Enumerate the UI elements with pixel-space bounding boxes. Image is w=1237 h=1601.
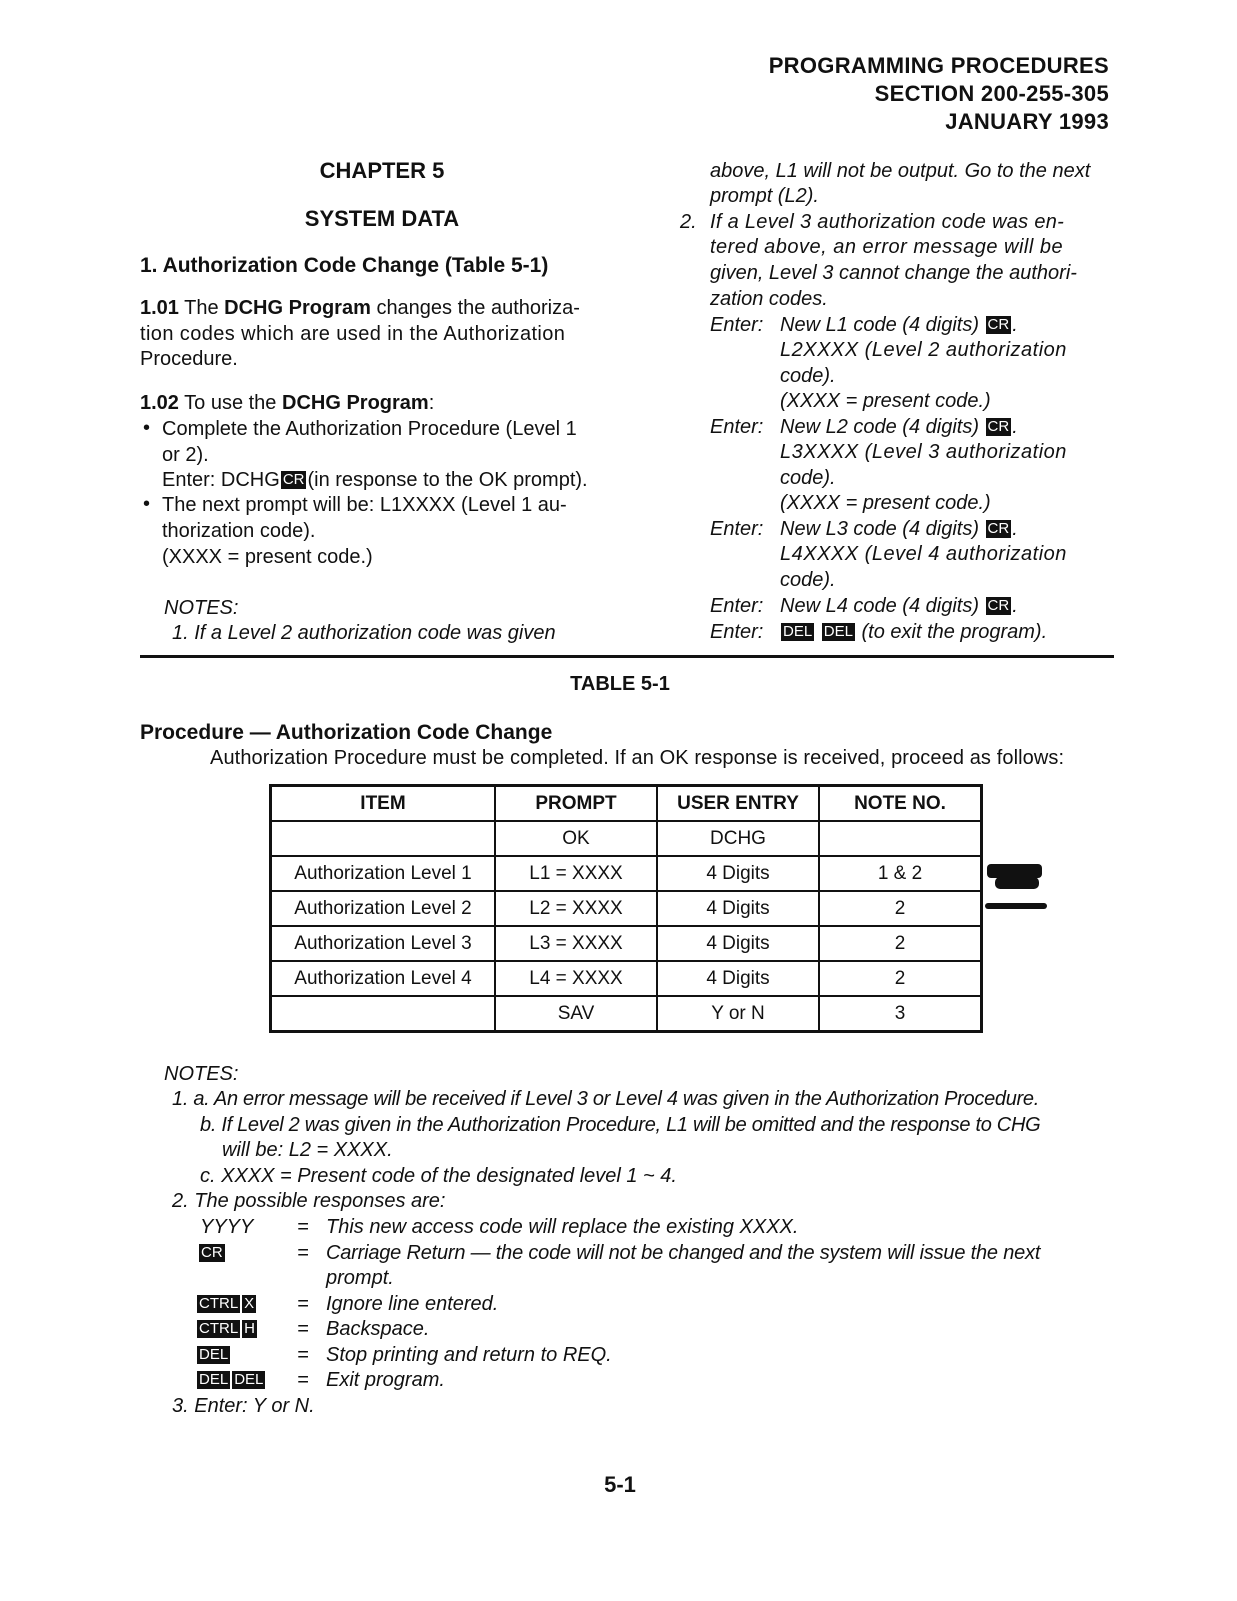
table-cell: DCHG	[657, 821, 819, 856]
right-line1: above, L1 will not be output. Go to the next	[710, 160, 1091, 182]
enter-l1-sub1: L2XXXX (Level 2 authorization	[780, 339, 1067, 361]
header-date: JANUARY 1993	[945, 109, 1109, 134]
notes-heading: NOTES:	[164, 1063, 239, 1085]
text: .	[1012, 518, 1018, 540]
column-header: USER ENTRY	[657, 786, 819, 822]
table-cell: Authorization Level 2	[271, 891, 496, 926]
response-cr-text-line1: Carriage Return — the code will not be changed and the system will issue the next	[326, 1242, 1041, 1264]
equals-sign: =	[297, 1369, 309, 1391]
program-name: DCHG Program	[282, 392, 429, 414]
cr-key: CR	[201, 1244, 223, 1261]
chapter-heading: CHAPTER 5	[319, 158, 445, 183]
del-key: DEL	[199, 1371, 229, 1388]
table-cell: Authorization Level 3	[271, 926, 496, 961]
column-header: NOTE NO.	[819, 786, 982, 822]
table-cell: 2	[819, 961, 982, 996]
right-line2: prompt (L2).	[710, 185, 819, 207]
table-cell: SAV	[495, 996, 657, 1032]
table-cell: L3 = XXXX	[495, 926, 657, 961]
paragraph-101-line2: tion codes which are used in the Authorization	[140, 323, 566, 345]
enter-l4	[780, 594, 1018, 619]
text: New L4 code (4 digits)	[780, 595, 979, 617]
response-yyyy-text: This new access code will replace the existing XXXX.	[326, 1216, 799, 1238]
scan-mark	[995, 877, 1039, 889]
del-key: DEL	[234, 1371, 264, 1388]
column-header: PROMPT	[495, 786, 657, 822]
cr-key: CR	[987, 316, 1010, 333]
enter-l2	[780, 415, 1018, 440]
procedure-intro: Authorization Procedure must be completed. If an OK response is received, proceed as follows:	[210, 747, 1065, 769]
procedure-table	[269, 784, 983, 1033]
note2-line3: given, Level 3 cannot change the authori-	[710, 262, 1077, 284]
note2-number: 2.	[680, 211, 697, 233]
enter-l1	[780, 313, 1018, 338]
text: The	[184, 297, 219, 319]
enter-l2-sub1: L3XXXX (Level 3 authorization	[780, 441, 1067, 463]
paragraph-number: 1.01	[140, 297, 179, 319]
bullet1-line2: or 2).	[162, 444, 209, 466]
enter-l3-sub1: L4XXXX (Level 4 authorization	[780, 543, 1067, 565]
text: :	[428, 392, 435, 414]
table-cell: 1 & 2	[819, 856, 982, 891]
cr-key: CR	[987, 597, 1010, 614]
table-cell: Authorization Level 1	[271, 856, 496, 891]
enter-l1-sub3: (XXXX = present code.)	[780, 390, 991, 412]
note2-line2: tered above, an error message will be	[710, 236, 1064, 258]
procedure-title: Procedure — Authorization Code Change	[140, 721, 553, 744]
x-key: X	[244, 1295, 255, 1312]
response-del-text: Stop printing and return to REQ.	[326, 1344, 612, 1366]
cr-key: CR	[987, 520, 1010, 537]
bullet-icon: •	[143, 417, 151, 439]
cr-key: CR	[282, 471, 305, 488]
table-row	[271, 856, 982, 891]
bullet2-line2: thorization code).	[162, 520, 316, 542]
table-header-row	[271, 786, 982, 822]
response-cr	[198, 1241, 226, 1266]
table-row	[271, 926, 982, 961]
del-key: DEL	[199, 1346, 229, 1363]
table-row	[271, 961, 982, 996]
table-cell: 4 Digits	[657, 926, 819, 961]
paragraph-101-line1	[140, 296, 580, 321]
bullet1-enter	[162, 468, 588, 493]
program-name: DCHG Program	[224, 297, 371, 319]
table-cell: Authorization Level 4	[271, 961, 496, 996]
enter-l2-sub2: code).	[780, 467, 836, 489]
section-title: 1. Authorization Code Change (Table 5-1)	[140, 254, 549, 277]
note-1b-line2: will be: L2 = XXXX.	[222, 1139, 393, 1161]
response-ctrl-h	[196, 1317, 258, 1342]
del-key: DEL	[783, 623, 813, 640]
note-3: 3. Enter: Y or N.	[172, 1395, 315, 1417]
response-del-del	[196, 1368, 266, 1393]
response-cr-text-line2: prompt.	[326, 1267, 394, 1289]
table-cell: OK	[495, 821, 657, 856]
table-caption: TABLE 5-1	[570, 673, 670, 695]
header-section: SECTION 200-255-305	[874, 81, 1109, 106]
table-row	[271, 996, 982, 1032]
paragraph-101-line3: Procedure.	[140, 348, 238, 370]
cr-key: CR	[987, 418, 1010, 435]
table-cell: 4 Digits	[657, 856, 819, 891]
note-1c: c. XXXX = Present code of the designated level 1 ~ 4.	[200, 1165, 677, 1187]
ctrl-key: CTRL	[199, 1295, 239, 1312]
enter-l1-sub2: code).	[780, 365, 836, 387]
bullet2-line3: (XXXX = present code.)	[162, 546, 373, 568]
equals-sign: =	[297, 1216, 309, 1238]
text: .	[1012, 416, 1018, 438]
h-key: H	[244, 1320, 256, 1337]
header-title: PROGRAMMING PROCEDURES	[768, 53, 1109, 78]
chapter-subtitle: SYSTEM DATA	[304, 206, 460, 231]
table-cell: L4 = XXXX	[495, 961, 657, 996]
equals-sign: =	[297, 1242, 309, 1264]
response-ctrl-h-text: Backspace.	[326, 1318, 430, 1340]
response-ctrl-x-text: Ignore line entered.	[326, 1293, 499, 1315]
table-row	[271, 891, 982, 926]
table-cell: 4 Digits	[657, 891, 819, 926]
column-header: ITEM	[271, 786, 496, 822]
note2-line1: If a Level 3 authorization code was en-	[710, 211, 1065, 233]
text: changes the authoriza-	[376, 297, 580, 319]
enter-l3-sub2: code).	[780, 569, 836, 591]
enter-exit	[780, 620, 1047, 645]
table-cell	[271, 821, 496, 856]
scan-mark	[987, 864, 1042, 878]
response-yyyy: YYYY	[200, 1216, 254, 1238]
scan-mark	[985, 903, 1047, 909]
ctrl-key: CTRL	[199, 1320, 239, 1337]
response-del-del-text: Exit program.	[326, 1369, 445, 1391]
text: Enter: DCHG	[162, 469, 280, 491]
del-key: DEL	[823, 623, 853, 640]
page-number: 5-1	[604, 1472, 636, 1497]
equals-sign: =	[297, 1344, 309, 1366]
notes-label: NOTES:	[164, 597, 239, 619]
table-cell: 3	[819, 996, 982, 1032]
enter-label: Enter:	[710, 314, 764, 336]
note-1b-line1: b. If Level 2 was given in the Authorization Procedure, L1 will be omitted and the response to CHG	[200, 1114, 1041, 1136]
table-cell: L2 = XXXX	[495, 891, 657, 926]
text: (to exit the program).	[861, 621, 1048, 643]
paragraph-102	[140, 391, 434, 416]
bullet1-line1: Complete the Authorization Procedure (Level 1	[162, 418, 577, 440]
paragraph-number: 1.02	[140, 392, 179, 414]
text: .	[1012, 314, 1018, 336]
section-divider	[140, 655, 1114, 658]
equals-sign: =	[297, 1293, 309, 1315]
enter-label: Enter:	[710, 595, 764, 617]
text: New L3 code (4 digits)	[780, 518, 979, 540]
equals-sign: =	[297, 1318, 309, 1340]
note2-line4: zation codes.	[710, 288, 828, 310]
response-ctrl-x	[196, 1292, 257, 1317]
enter-label: Enter:	[710, 416, 764, 438]
note1-line1: 1. If a Level 2 authorization code was given	[172, 622, 556, 644]
table-cell: 2	[819, 891, 982, 926]
text: .	[1012, 595, 1018, 617]
text: New L1 code (4 digits)	[780, 314, 979, 336]
table-cell: Y or N	[657, 996, 819, 1032]
text: To use the	[184, 392, 277, 414]
note-2: 2. The possible responses are:	[172, 1190, 446, 1212]
table-cell	[271, 996, 496, 1032]
enter-l3	[780, 517, 1018, 542]
bullet-icon: •	[143, 493, 151, 515]
bullet2-line1: The next prompt will be: L1XXXX (Level 1 au-	[162, 494, 567, 516]
response-del	[196, 1343, 231, 1368]
table-row	[271, 821, 982, 856]
enter-label: Enter:	[710, 518, 764, 540]
enter-l2-sub3: (XXXX = present code.)	[780, 492, 991, 514]
enter-label: Enter:	[710, 621, 764, 643]
table-cell: 2	[819, 926, 982, 961]
table-cell	[819, 821, 982, 856]
text: (in response to the OK prompt).	[307, 469, 588, 491]
note-1a: 1. a. An error message will be received if Level 3 or Level 4 was given in the Authorization Procedure.	[172, 1088, 1039, 1110]
text: New L2 code (4 digits)	[780, 416, 979, 438]
table-cell: L1 = XXXX	[495, 856, 657, 891]
table-cell: 4 Digits	[657, 961, 819, 996]
